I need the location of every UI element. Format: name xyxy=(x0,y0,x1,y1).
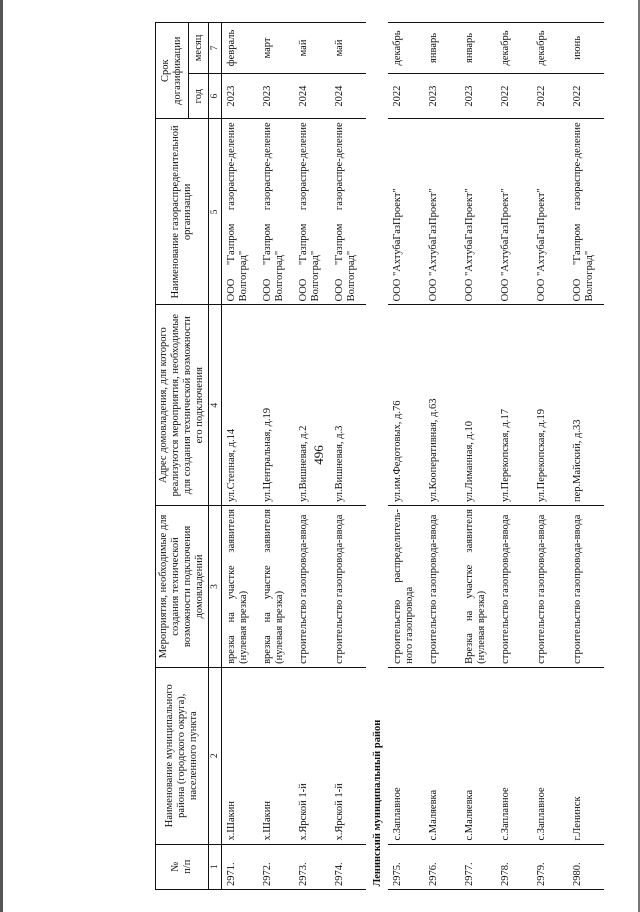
column-number: 4 xyxy=(209,305,222,506)
row-month: май xyxy=(294,23,330,74)
gasification-table xyxy=(155,22,604,890)
row-place: с.Заплавное xyxy=(388,667,424,844)
row-organization: ООО "Газпром газораспре-деление Волгоград" xyxy=(330,119,366,305)
row-year: 2024 xyxy=(294,73,330,118)
column-number: 5 xyxy=(209,119,222,305)
table-row xyxy=(258,23,294,890)
table-row xyxy=(330,23,366,890)
column-number: 1 xyxy=(209,844,222,889)
row-month: июнь xyxy=(568,23,604,74)
row-month: январь xyxy=(460,23,496,74)
row-organization: ООО "Газпром газораспре-деление Волгоград" xyxy=(258,119,294,305)
row-measure: строительство газопровода-ввода xyxy=(424,506,460,668)
table-row xyxy=(532,23,568,890)
row-year: 2023 xyxy=(424,73,460,118)
header-deadline: Срок догазификации xyxy=(156,23,189,119)
row-year: 2022 xyxy=(388,73,424,118)
row-measure: строительство газопровода-ввода xyxy=(496,506,532,668)
header-place: Наименование муниципального района (городского округа), населенного пункта xyxy=(156,667,209,844)
row-organization: ООО "Газпром газораспре-деление Волгоград" xyxy=(294,119,330,305)
table-row xyxy=(294,23,330,890)
row-measure: строительство газопровода-ввода xyxy=(568,506,604,668)
header-organization: Наименование газораспределительной организации xyxy=(156,119,209,305)
row-address: ул.Перекопская, д.17 xyxy=(496,305,532,506)
row-year: 2023 xyxy=(258,73,294,118)
header-number: № п/п xyxy=(156,844,209,889)
table-row xyxy=(222,23,259,890)
row-number: 2972. xyxy=(258,844,294,889)
row-number: 2976. xyxy=(424,844,460,889)
table-row xyxy=(460,23,496,890)
header-year: год xyxy=(189,73,209,118)
row-address: ул.им.Федотовых, д.76 xyxy=(388,305,424,506)
column-number: 6 xyxy=(209,73,222,118)
row-month: март xyxy=(258,23,294,74)
row-address: ул.Центральная, д.19 xyxy=(258,305,294,506)
row-place: х.Шакин xyxy=(222,667,259,844)
row-number: 2980. xyxy=(568,844,604,889)
row-address: пер.Майский, д.33 xyxy=(568,305,604,506)
column-number: 3 xyxy=(209,506,222,668)
table-row xyxy=(388,23,424,890)
header-measures: Мероприятия, необходимые для создания технической возможности подключения домовладений xyxy=(156,506,209,668)
row-month: май xyxy=(330,23,366,74)
row-number: 2977. xyxy=(460,844,496,889)
row-address: ул.Вишневая, д.3 xyxy=(330,305,366,506)
section-title: Ленинский муниципальный район xyxy=(372,719,383,887)
page-number: 496 xyxy=(311,445,326,465)
row-measure: строительство газопровода-ввода xyxy=(532,506,568,668)
row-address: ул.Кооперативная, д.63 xyxy=(424,305,460,506)
row-month: декабрь xyxy=(388,23,424,74)
row-organization: ООО "Газпром газораспре-деление Волгоград" xyxy=(222,119,259,305)
row-organization: ООО "Газпром газораспре-деление Волгоград" xyxy=(568,119,604,305)
row-year: 2022 xyxy=(532,73,568,118)
row-month: декабрь xyxy=(496,23,532,74)
row-organization: ООО "АхтубаГазПроект" xyxy=(460,119,496,305)
row-place: с.Заплавное xyxy=(496,667,532,844)
row-measure: врезка на участке заявителя (нулевая врезка) xyxy=(258,506,294,668)
row-place: с.Маляевка xyxy=(424,667,460,844)
table-row xyxy=(568,23,604,890)
row-number: 2979. xyxy=(532,844,568,889)
row-place: х.Ярской 1-й xyxy=(330,667,366,844)
row-address: ул.Перекопская, д.19 xyxy=(532,305,568,506)
header-address: Адрес домовладения, для которого реализуются мероприятия, необходимые для создания технической возможности его подключения xyxy=(156,305,209,506)
row-number: 2974. xyxy=(330,844,366,889)
row-month: январь xyxy=(424,23,460,74)
row-year: 2022 xyxy=(496,73,532,118)
column-number-row xyxy=(209,23,222,890)
row-measure: Врезка на участке заявителя (нулевая врезка) xyxy=(460,506,496,668)
row-organization: ООО "АхтубаГазПроект" xyxy=(532,119,568,305)
row-place: г.Ленинск xyxy=(568,667,604,844)
row-place: х.Шакин xyxy=(258,667,294,844)
row-address: ул.Степная, д.14 xyxy=(222,305,259,506)
row-measure: строительство газопровода-ввода xyxy=(294,506,330,668)
table-row xyxy=(424,23,460,890)
row-address: ул.Лиманная, д.10 xyxy=(460,305,496,506)
row-measure: строительство распределитель-ного газопровода xyxy=(388,506,424,668)
row-measure: строительство газопровода-ввода xyxy=(330,506,366,668)
row-number: 2973. xyxy=(294,844,330,889)
row-year: 2023 xyxy=(460,73,496,118)
row-month: декабрь xyxy=(532,23,568,74)
row-year: 2023 xyxy=(222,73,259,118)
row-address: ул.Вишневая, д.2 xyxy=(294,305,330,506)
row-year: 2022 xyxy=(568,73,604,118)
row-month: февраль xyxy=(222,23,259,74)
row-number: 2975. xyxy=(388,844,424,889)
row-place: с.Заплавное xyxy=(532,667,568,844)
row-place: с.Маляевка xyxy=(460,667,496,844)
table-row xyxy=(496,23,532,890)
scan-edge-left xyxy=(0,0,3,912)
row-organization: ООО "АхтубаГазПроект" xyxy=(388,119,424,305)
column-number: 7 xyxy=(209,23,222,74)
row-number: 2978. xyxy=(496,844,532,889)
row-place: х.Ярской 1-й xyxy=(294,667,330,844)
rotated-table-wrapper xyxy=(155,22,595,890)
row-organization: ООО "АхтубаГазПроект" xyxy=(496,119,532,305)
row-year: 2024 xyxy=(330,73,366,118)
column-number: 2 xyxy=(209,667,222,844)
row-measure: врезка на участке заявителя (нулевая врезка) xyxy=(222,506,259,668)
section-row xyxy=(366,23,388,890)
row-number: 2971. xyxy=(222,844,259,889)
header-row-1 xyxy=(156,23,189,890)
row-organization: ООО "АхтубаГазПроект" xyxy=(424,119,460,305)
header-month: месяц xyxy=(189,23,209,74)
